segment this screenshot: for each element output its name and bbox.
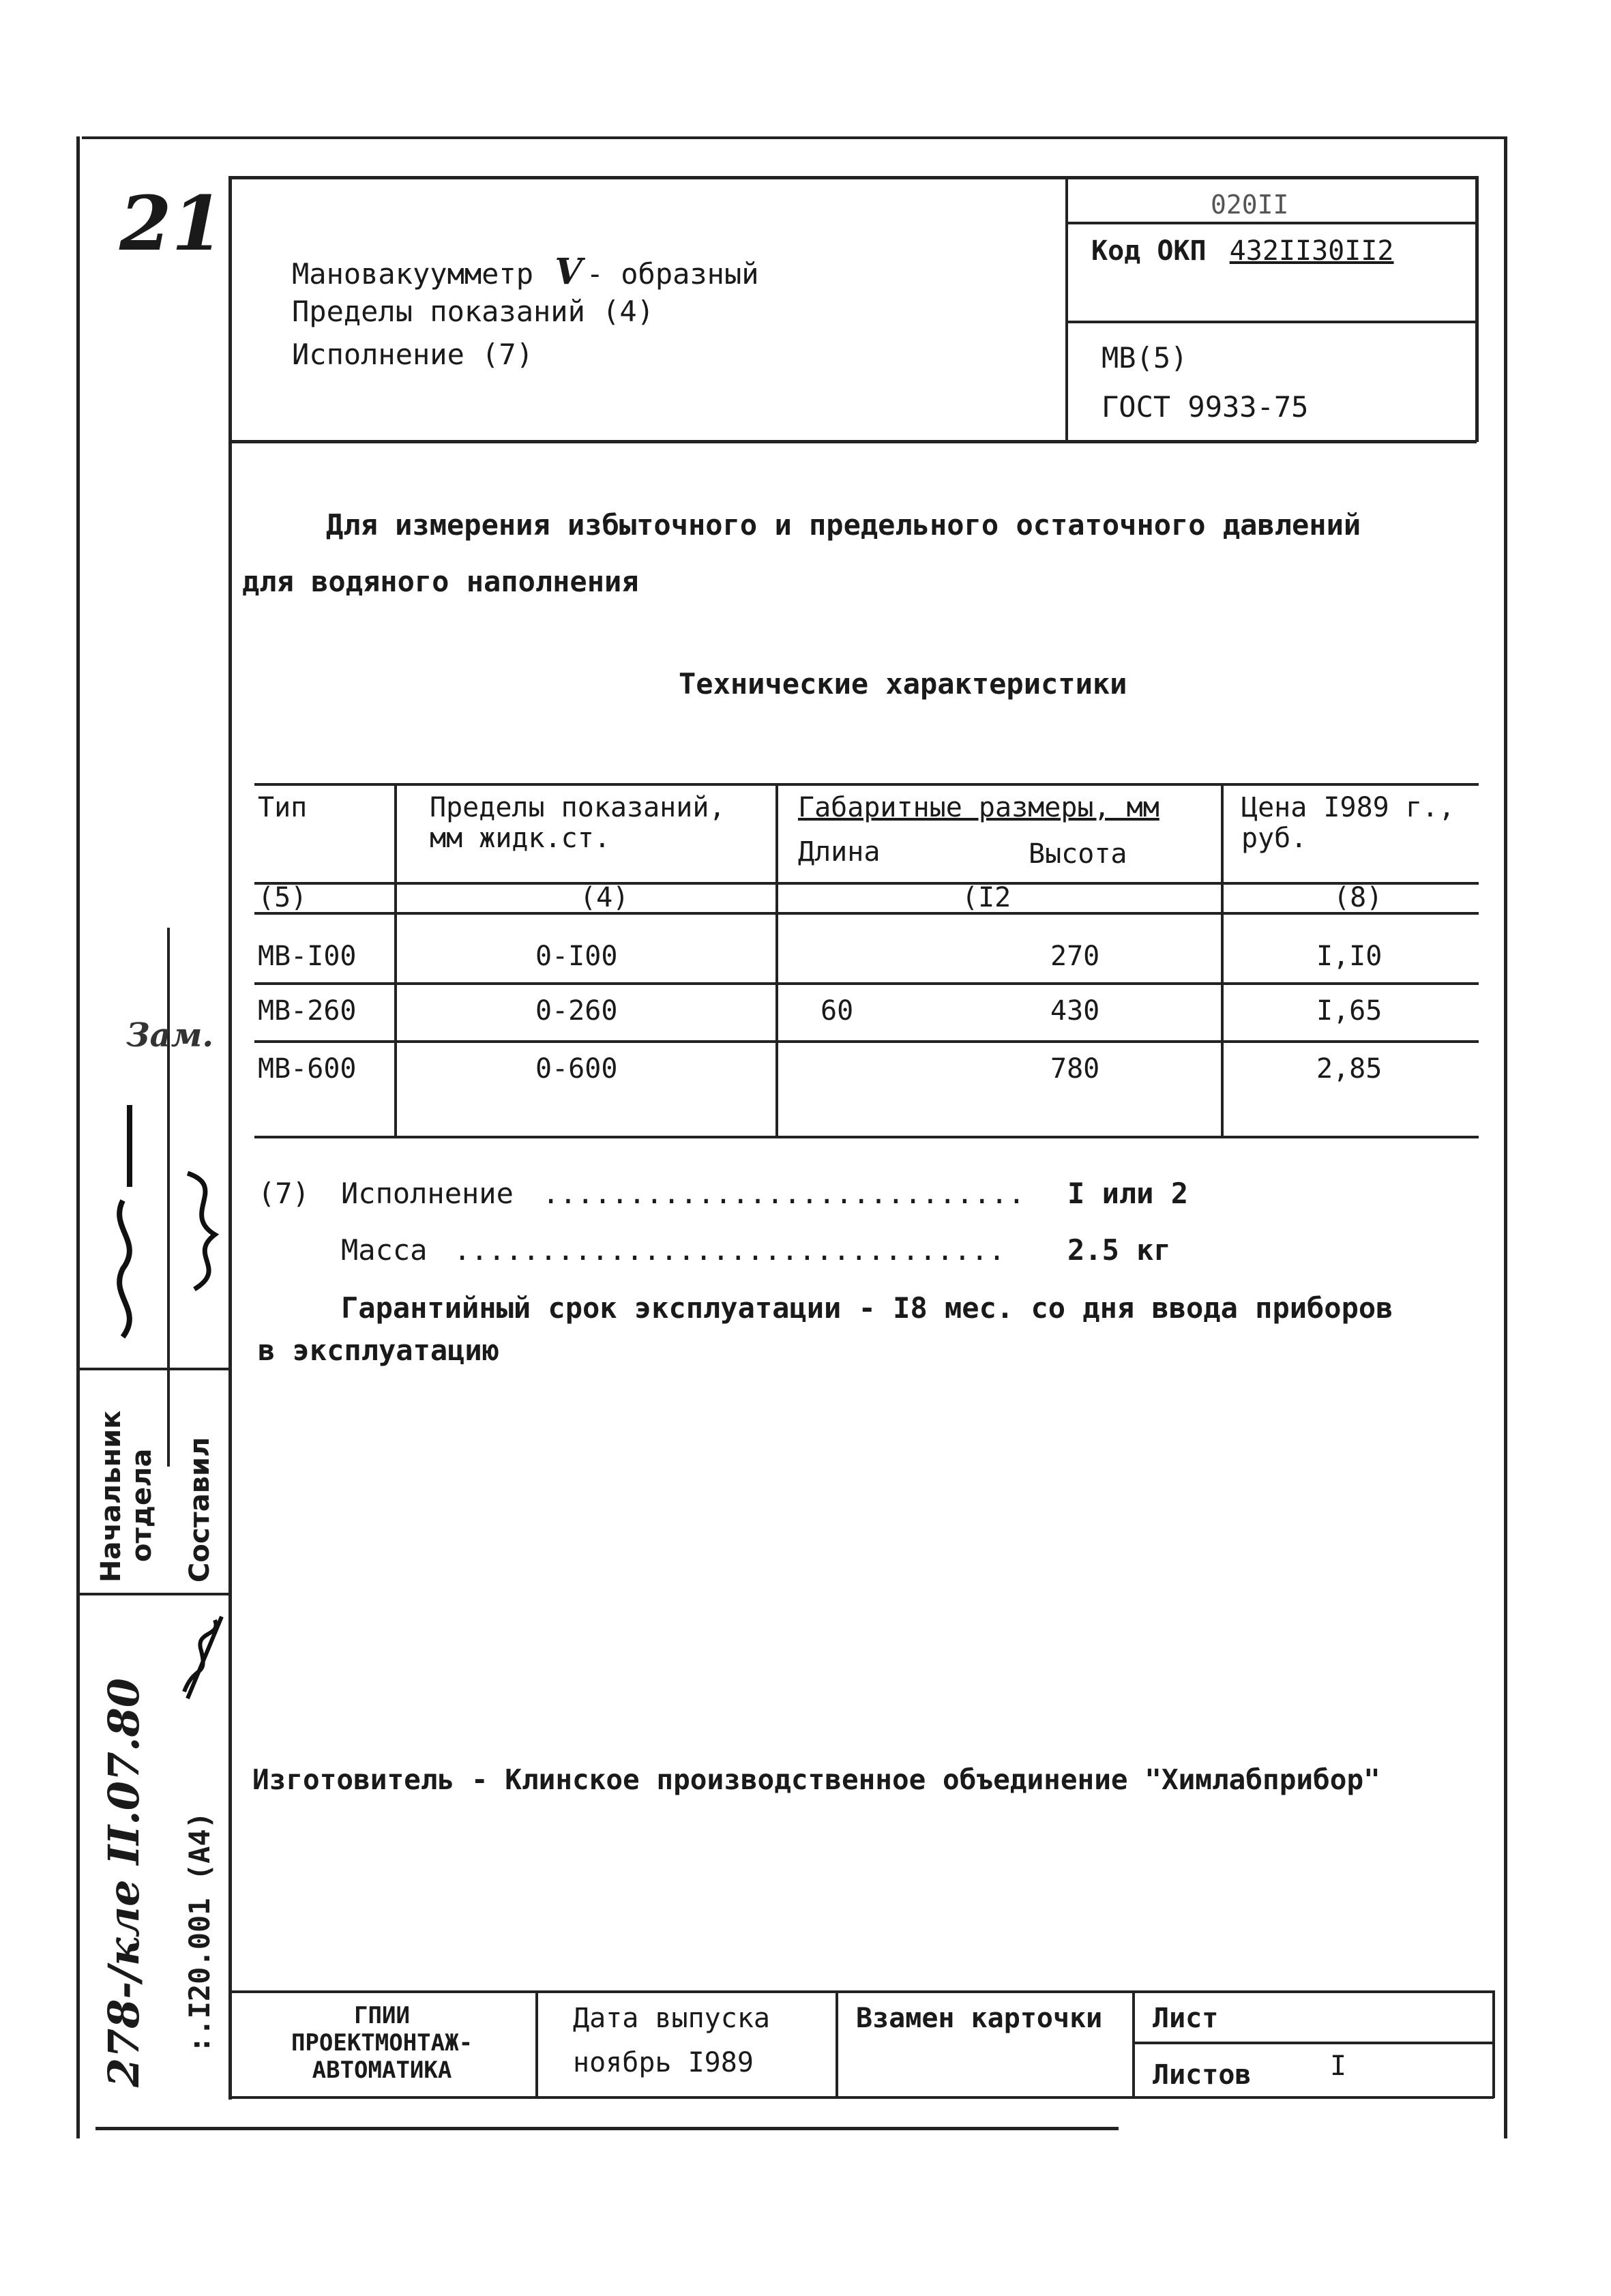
right-border-line	[1504, 136, 1507, 2138]
header-type: Тип	[258, 792, 308, 823]
footer-col2-line	[836, 1990, 838, 2098]
table-cell-price: 2,85	[1316, 1053, 1383, 1085]
table-col2-line	[775, 783, 778, 1138]
header-limits-1: Пределы показаний,	[430, 792, 726, 823]
okp-bottom-line	[1065, 321, 1477, 323]
footer-top-line	[228, 1990, 1494, 1993]
handwritten-top-note: Зам.	[126, 1016, 214, 1055]
table-cell-length: 60	[821, 995, 854, 1027]
v-shape-symbol: V	[555, 251, 582, 293]
card-right-line	[1475, 176, 1479, 442]
compiled-by-label: Составил	[184, 1437, 216, 1583]
okp-label: Код ОКП	[1091, 235, 1207, 267]
table-row: МВ-I00	[258, 941, 357, 972]
top-code: 020II	[1211, 190, 1289, 220]
header-length: Длина	[798, 836, 881, 868]
table-top-line	[254, 783, 1479, 786]
device-title-name: Мановакуумметр	[292, 257, 534, 291]
side-box-bottom-line	[76, 1593, 232, 1595]
title-limits-line: Пределы показаний (4)	[292, 295, 655, 328]
footer-col1-line	[535, 1990, 538, 2098]
table-row1-line	[254, 982, 1479, 985]
table-cell-height: 430	[1050, 995, 1100, 1027]
header-price-2: руб.	[1241, 823, 1307, 854]
warranty-line-2: в эксплуатацию	[258, 1334, 500, 1367]
footer-right-line	[1492, 1990, 1495, 2098]
head-of-dept-label-1: Начальник	[95, 1410, 127, 1583]
table-cell-price: I,65	[1316, 995, 1383, 1027]
device-title-rest: - образный	[586, 257, 759, 291]
mass-dots: ................................	[454, 1233, 1006, 1267]
replaces-label: Взамен карточки	[856, 2003, 1103, 2034]
org-line-1: ГПИИ	[354, 2002, 410, 2029]
purpose-line-1: Для измерения избыточного и предельного остаточного давлений	[326, 508, 1361, 542]
left-border-line	[76, 136, 80, 2138]
table-header-line	[254, 882, 1479, 885]
card-left-line	[228, 176, 232, 2100]
sheet-label: Лист	[1153, 2003, 1219, 2034]
release-label: Дата выпуска	[573, 2003, 770, 2034]
sheets-value: I	[1330, 2050, 1347, 2082]
footer-bottom-line	[228, 2096, 1494, 2099]
footer-col3-line	[1132, 1990, 1135, 2098]
sheets-label: Листов	[1153, 2059, 1252, 2091]
header-bottom-line	[228, 440, 1477, 443]
org-line-3: АВТОМАТИКА	[312, 2057, 452, 2084]
designation: МВ(5)	[1102, 341, 1188, 374]
table-col1-line	[394, 783, 397, 1138]
document-code: :.I20.001 (А4)	[183, 1811, 216, 2053]
footer-sheet-divider	[1132, 2042, 1494, 2044]
table-row: МВ-260	[258, 995, 357, 1027]
warranty-line-1: Гарантийный срок эксплуатации - I8 мес. со дня ввода приборов	[341, 1291, 1393, 1325]
mass-label: Масса	[341, 1233, 428, 1267]
table-row: МВ-600	[258, 1053, 357, 1085]
table-code-line	[254, 912, 1479, 915]
head-of-dept-label-2: отдела	[126, 1448, 158, 1562]
card-top-line	[228, 176, 1477, 179]
header-height: Высота	[1029, 838, 1127, 870]
header-price-1: Цена I989 г.,	[1241, 792, 1455, 823]
side-box-top-line	[76, 1368, 232, 1370]
okp-code-value: 432II30II2	[1229, 235, 1394, 267]
purpose-line-2: для водяного наполнения	[242, 565, 639, 598]
okp-top-line	[1065, 222, 1477, 224]
release-date: ноябрь I989	[573, 2047, 754, 2078]
table-row2-line	[254, 1040, 1479, 1043]
side-column-line	[167, 928, 170, 1467]
code-limits: (4)	[580, 882, 630, 913]
manufacturer: Изготовитель - Клинское производственное объединение "Химлабприбор"	[252, 1763, 1380, 1796]
header-divider-line	[1065, 176, 1068, 442]
table-col3-line	[1221, 783, 1224, 1138]
version-label: Исполнение	[341, 1177, 514, 1210]
section-title: Технические характеристики	[679, 667, 1127, 701]
handwritten-registration: 278-/кле II.07.80	[99, 1678, 149, 2087]
table-cell-limits: 0-600	[535, 1053, 618, 1085]
table-cell-height: 270	[1050, 941, 1100, 972]
signature-compiler	[174, 1160, 235, 1296]
version-value: I или 2	[1067, 1177, 1189, 1210]
header-dims-title: Габаритные размеры, мм	[798, 792, 1159, 823]
page-number: 21	[119, 179, 224, 267]
top-border-line	[82, 136, 1507, 139]
header-limits-2: мм жидк.ст.	[430, 823, 610, 854]
code-price: (8)	[1333, 882, 1383, 913]
table-cell-limits: 0-I00	[535, 941, 618, 972]
bottom-border-line	[95, 2127, 1119, 2130]
device-title	[292, 251, 759, 293]
signature-head-of-dept	[82, 1091, 164, 1351]
version-dots: ............................	[542, 1177, 1026, 1210]
table-cell-price: I,I0	[1316, 941, 1383, 972]
table-cell-limits: 0-260	[535, 995, 618, 1027]
table-bottom-line	[254, 1136, 1479, 1138]
mass-value: 2.5 кг	[1067, 1233, 1171, 1267]
okp-code-block	[1091, 235, 1394, 267]
code-type: (5)	[258, 882, 308, 913]
table-cell-height: 780	[1050, 1053, 1100, 1085]
title-version-line: Исполнение (7)	[292, 338, 534, 371]
org-line-2: ПРОЕКТМОНТАЖ-	[291, 2029, 473, 2057]
signature-registration	[174, 1610, 235, 1705]
version-code: (7)	[258, 1177, 310, 1210]
code-dims: (I2	[962, 882, 1011, 913]
standard: ГОСТ 9933-75	[1102, 390, 1309, 424]
